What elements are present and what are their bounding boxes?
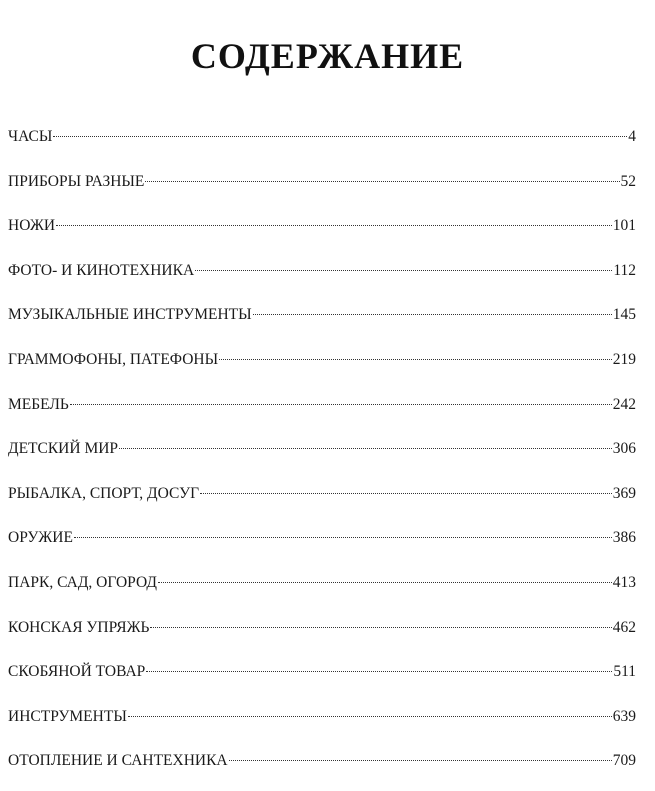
toc-entry-page: 462	[612, 618, 636, 636]
toc-entry	[8, 613, 636, 658]
toc-entry	[8, 167, 636, 212]
toc-dot-leader	[56, 225, 612, 226]
toc-entry-label: НОЖИ	[8, 217, 56, 235]
toc-entry	[8, 122, 636, 167]
toc-entry	[8, 479, 636, 524]
toc-entry-page: 52	[620, 172, 636, 190]
toc-entry	[8, 746, 636, 791]
toc-entry	[8, 390, 636, 435]
toc-dot-leader	[158, 582, 612, 583]
toc-entry-label: ГРАММОФОНЫ, ПАТЕФОНЫ	[8, 350, 219, 368]
toc-dot-leader	[200, 493, 612, 494]
toc-entry	[8, 568, 636, 613]
toc-dot-leader	[145, 181, 619, 182]
toc-entry-label: ИНСТРУМЕНТЫ	[8, 707, 127, 725]
toc-entry-page: 709	[612, 752, 636, 770]
toc-entry-label: ФОТО- И КИНОТЕХНИКА	[8, 261, 195, 279]
toc-entry-page: 386	[612, 529, 636, 547]
toc-entry	[8, 434, 636, 479]
toc-entry-page: 369	[612, 484, 636, 502]
toc-dot-leader	[229, 760, 612, 761]
toc-entry-label: СКОБЯНОЙ ТОВАР	[8, 663, 146, 681]
toc-dot-leader	[70, 404, 612, 405]
toc-entry-page: 511	[613, 663, 636, 681]
toc-entry-page: 145	[612, 306, 636, 324]
toc-entry-page: 413	[612, 573, 636, 591]
toc-entry	[8, 523, 636, 568]
toc-entry-label: РЫБАЛКА, СПОРТ, ДОСУГ	[8, 484, 200, 502]
toc-entry-label: МУЗЫКАЛЬНЫЕ ИНСТРУМЕНТЫ	[8, 306, 252, 324]
toc-dot-leader	[53, 136, 627, 137]
toc-entry-label: ОРУЖИЕ	[8, 529, 73, 547]
toc-entry	[8, 300, 636, 345]
toc-entry-label: КОНСКАЯ УПРЯЖЬ	[8, 618, 150, 636]
toc-entry-label: МЕБЕЛЬ	[8, 395, 69, 413]
toc-entry	[8, 256, 636, 301]
toc-entry-page: 112	[613, 261, 636, 279]
toc-dot-leader	[150, 627, 611, 628]
toc-entry-page: 306	[612, 440, 636, 458]
toc-dot-leader	[195, 270, 612, 271]
toc-entry	[8, 345, 636, 390]
toc-dot-leader	[119, 448, 612, 449]
toc-dot-leader	[219, 359, 612, 360]
page-title: СОДЕРЖАНИЕ	[190, 36, 465, 77]
toc-entry	[8, 657, 636, 702]
table-of-contents	[8, 122, 636, 791]
toc-dot-leader	[253, 314, 612, 315]
toc-entry-page: 101	[612, 217, 636, 235]
toc-entry-label: ПРИБОРЫ РАЗНЫЕ	[8, 172, 145, 190]
toc-dot-leader	[128, 716, 612, 717]
toc-entry	[8, 211, 636, 256]
toc-entry-page: 639	[612, 707, 636, 725]
toc-entry-label: ЧАСЫ	[8, 128, 53, 145]
toc-entry-page: 4	[628, 128, 636, 145]
toc-entry-label: ПАРК, САД, ОГОРОД	[8, 573, 157, 591]
toc-entry-label: ДЕТСКИЙ МИР	[8, 440, 119, 458]
toc-entry-label: ОТОПЛЕНИЕ И САНТЕХНИКА	[8, 752, 228, 770]
toc-dot-leader	[74, 537, 612, 538]
toc-entry-page: 242	[612, 395, 636, 413]
toc-entry	[8, 702, 636, 747]
toc-entry-page: 219	[612, 350, 636, 368]
toc-dot-leader	[146, 671, 612, 672]
